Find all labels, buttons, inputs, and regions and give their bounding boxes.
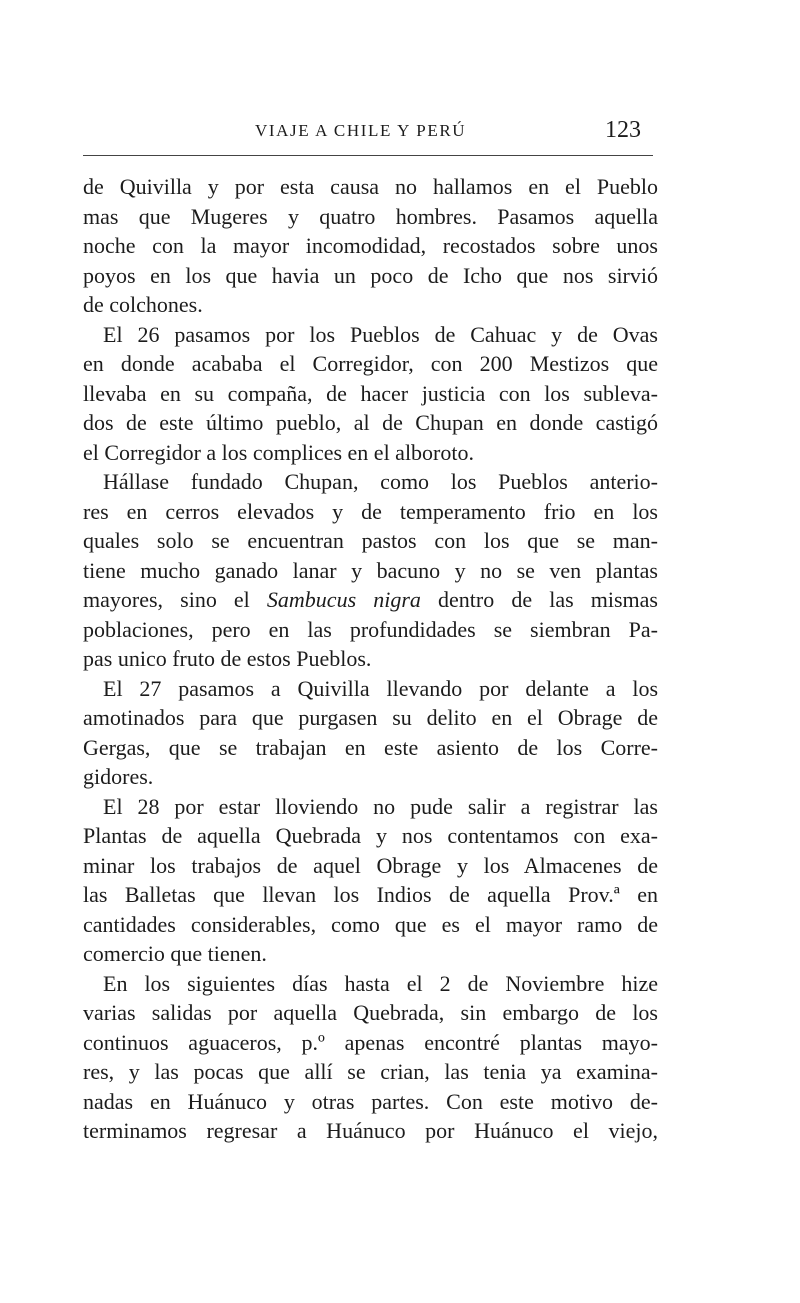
text-line: varias salidas por aquella Quebrada, sin embargo de los: [83, 1000, 658, 1025]
text-line: llevaba en su compaña, de hacer justicia con los subleva-: [83, 380, 658, 406]
text-line: quales solo se encuentran pastos con los que se man-: [83, 528, 658, 553]
text-line: cantidades considerables, como que es el mayor ramo de: [83, 911, 658, 937]
header-rule: [83, 155, 653, 156]
text-line: amotinados para que purgasen su delito en el Obrage de: [83, 705, 658, 730]
page-number: 123: [605, 117, 641, 143]
paragraph: [83, 467, 658, 674]
paragraph: [83, 172, 658, 320]
text-line: continuos aguaceros, p.º apenas encontré plantas mayo-: [83, 1029, 658, 1055]
text-line: mayores, sino el Sambucus nigra dentro de las mismas: [83, 587, 658, 612]
paragraph: [83, 320, 658, 468]
text-line: Plantas de aquella Quebrada y nos contentamos con exa-: [83, 823, 658, 848]
text-line: en donde acababa el Corregidor, con 200 Mestizos que: [83, 351, 658, 376]
running-header: [83, 117, 653, 157]
text-line: tiene mucho ganado lanar y bacuno y no se ven plantas: [83, 557, 658, 583]
text-line: las Balletas que llevan los Indios de aquella Prov.ª en: [83, 882, 658, 907]
text-line: res en cerros elevados y de temperamento frio en los: [83, 498, 658, 524]
text-line: de colchones.: [83, 292, 203, 317]
text-line: res, y las pocas que allí se crian, las tenia ya examina-: [83, 1059, 658, 1084]
text-line: El 28 por estar lloviendo no pude salir a registrar las: [103, 793, 658, 819]
text-line: En los siguientes días hasta el 2 de Noviembre hize: [103, 970, 658, 996]
paragraph: [83, 674, 658, 792]
text-line: gidores.: [83, 764, 154, 789]
text-line: poyos en los que havia un poco de Icho que nos sirvió: [83, 262, 658, 288]
text-line: Gergas, que se trabajan en este asiento de los Corre-: [83, 734, 658, 760]
text-line: pas unico fruto de estos Pueblos.: [83, 646, 372, 671]
text-line: El 26 pasamos por los Pueblos de Cahuac y de Ovas: [103, 321, 658, 347]
text-line: Hállase fundado Chupan, como los Pueblos anterio-: [103, 469, 658, 494]
text-line: poblaciones, pero en las profundidades se siembran Pa-: [83, 616, 658, 642]
text-line: de Quivilla y por esta causa no hallamos en el Pueblo: [83, 174, 658, 199]
text-line: terminamos regresar a Huánuco por Huánuco el viejo,: [83, 1118, 658, 1143]
italic-species-name: Sambucus nigra: [266, 587, 421, 612]
body-text: [83, 172, 658, 1146]
text-line: comercio que tienen.: [83, 941, 267, 966]
paragraph: [83, 969, 658, 1146]
text-line: mas que Mugeres y quatro hombres. Pasamos aquella: [83, 203, 658, 229]
running-title: VIAJE A CHILE Y PERÚ: [255, 121, 467, 140]
text-line: El 27 pasamos a Quivilla llevando por delante a los: [103, 675, 658, 701]
text-line: noche con la mayor incomodidad, recostados sobre unos: [83, 233, 658, 258]
text-line: minar los trabajos de aquel Obrage y los Almacenes de: [83, 852, 658, 878]
text-line: nadas en Huánuco y otras partes. Con este motivo de-: [83, 1088, 658, 1114]
text-line: dos de este último pueblo, al de Chupan en donde castigó: [83, 410, 658, 435]
paragraph: [83, 792, 658, 969]
text-line: el Corregidor a los complices en el alboroto.: [83, 439, 474, 465]
